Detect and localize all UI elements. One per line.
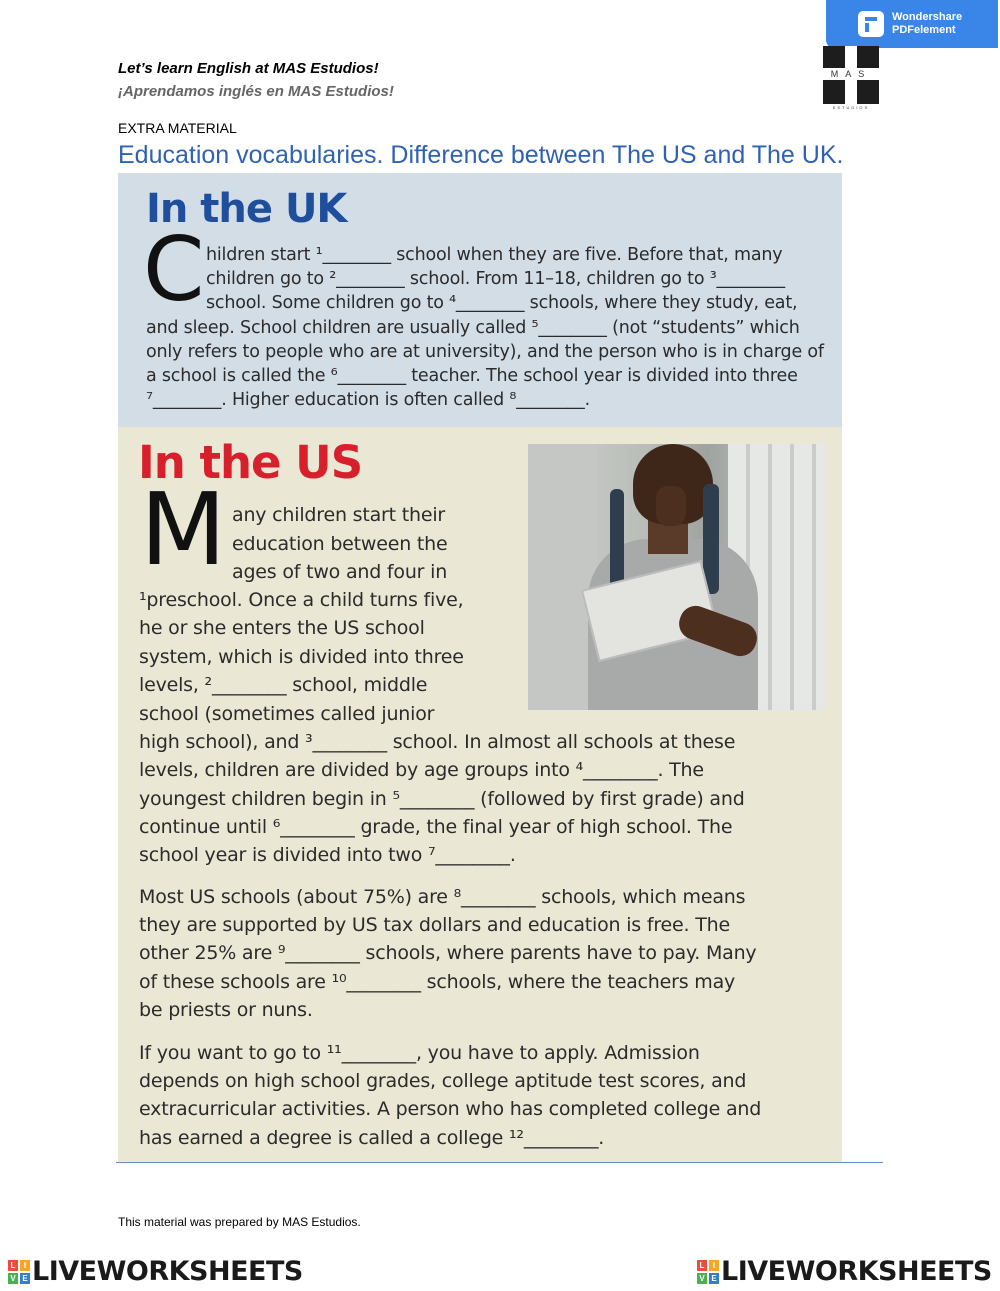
page-title: Education vocabularies. Difference between The US and The UK. [118,141,844,169]
uk-line-2: children go to ²________ school. From 11–18, children go to ³________ [206,269,785,289]
logo-text: MAS [830,69,872,79]
liveworksheets-brand: LIVEWORKSHEETS [32,1256,303,1287]
wondershare-badge [826,0,998,48]
us-line-9: high school), and ³________ school. In almost all schools at these [139,731,736,753]
uk-line-5: only refers to people who are at university), and the person who is in charge of [146,342,824,362]
us-line-12: continue until ⁶________ grade, the final year of high school. The [139,816,733,838]
us-line-3: ages of two and four in [232,561,448,583]
header-slogan-spanish: ¡Aprendamos inglés en MAS Estudios! [118,83,394,100]
us-para2-line-4: of these schools are ¹⁰________ schools, where the teachers may [139,971,736,993]
us-para2-line-5: be priests or nuns. [139,999,313,1021]
uk-dropcap: C [143,218,205,321]
us-para3-line-3: extracurricular activities. A person who has completed college and [139,1098,762,1120]
footer-note: This material was prepared by MAS Estudios. [118,1215,361,1229]
uk-line-4: and sleep. School children are usually called ⁵________ (not “students” which [146,318,800,338]
liveworksheets-logo-right[interactable] [697,1256,992,1287]
us-line-13: school year is divided into two ⁷________. [139,844,516,866]
us-para2-line-3: other 25% are ⁹________ schools, where parents have to pay. Many [139,942,757,964]
us-line-2: education between the [232,533,448,555]
badge-line1: Wondershare [892,11,963,23]
us-para3-line-2: depends on high school grades, college aptitude test scores, and [139,1070,747,1092]
us-line-1: any children start their [232,504,446,526]
badge-line2: PDFelement [892,24,956,36]
us-line-10: levels, children are divided by age groups into ⁴________. The [139,759,704,781]
us-line-11: youngest children begin in ⁵________ (followed by first grade) and [139,788,745,810]
logo-subtext: ESTUDIOS [832,105,870,110]
pdfelement-logo-icon [858,11,884,37]
us-para3-line-1: If you want to go to ¹¹________, you have to apply. Admission [139,1042,700,1064]
us-line-5: he or she enters the US school [139,617,425,639]
wondershare-badge-text [892,11,962,37]
us-dropcap: M [140,471,227,588]
us-line-6: system, which is divided into three [139,646,464,668]
us-line-4: ¹preschool. Once a child turns five, [139,589,464,611]
uk-section-title: In the UK [146,186,347,232]
us-para2-line-1: Most US schools (about 75%) are ⁸________ schools, which means [139,886,746,908]
us-para2-line-2: they are supported by US tax dollars and education is free. The [139,914,730,936]
us-line-7: levels, ²________ school, middle [139,674,428,696]
uk-line-6: a school is called the ⁶________ teacher. The school year is divided into three [146,366,798,386]
student-reading-photo [528,444,825,710]
extra-material-label: EXTRA MATERIAL [118,120,237,136]
uk-line-7: ⁷________. Higher education is often called ⁸________. [146,390,590,410]
uk-line-1: hildren start ¹________ school when they are five. Before that, many [206,245,783,265]
us-para3-line-4: has earned a degree is called a college ¹²________. [139,1127,605,1149]
liveworksheets-brand: LIVEWORKSHEETS [721,1256,992,1287]
bottom-divider [116,1162,883,1163]
header-slogan-english: Let’s learn English at MAS Estudios! [118,60,379,77]
mas-estudios-logo [823,46,881,108]
liveworksheets-icon: L I V E [8,1260,30,1284]
liveworksheets-icon: L I V E [697,1260,719,1284]
us-section-title: In the US [138,436,363,489]
uk-line-3: school. Some children go to ⁴________ schools, where they study, eat, [206,293,798,313]
liveworksheets-logo-left[interactable] [8,1256,303,1287]
us-line-8: school (sometimes called junior [139,703,435,725]
